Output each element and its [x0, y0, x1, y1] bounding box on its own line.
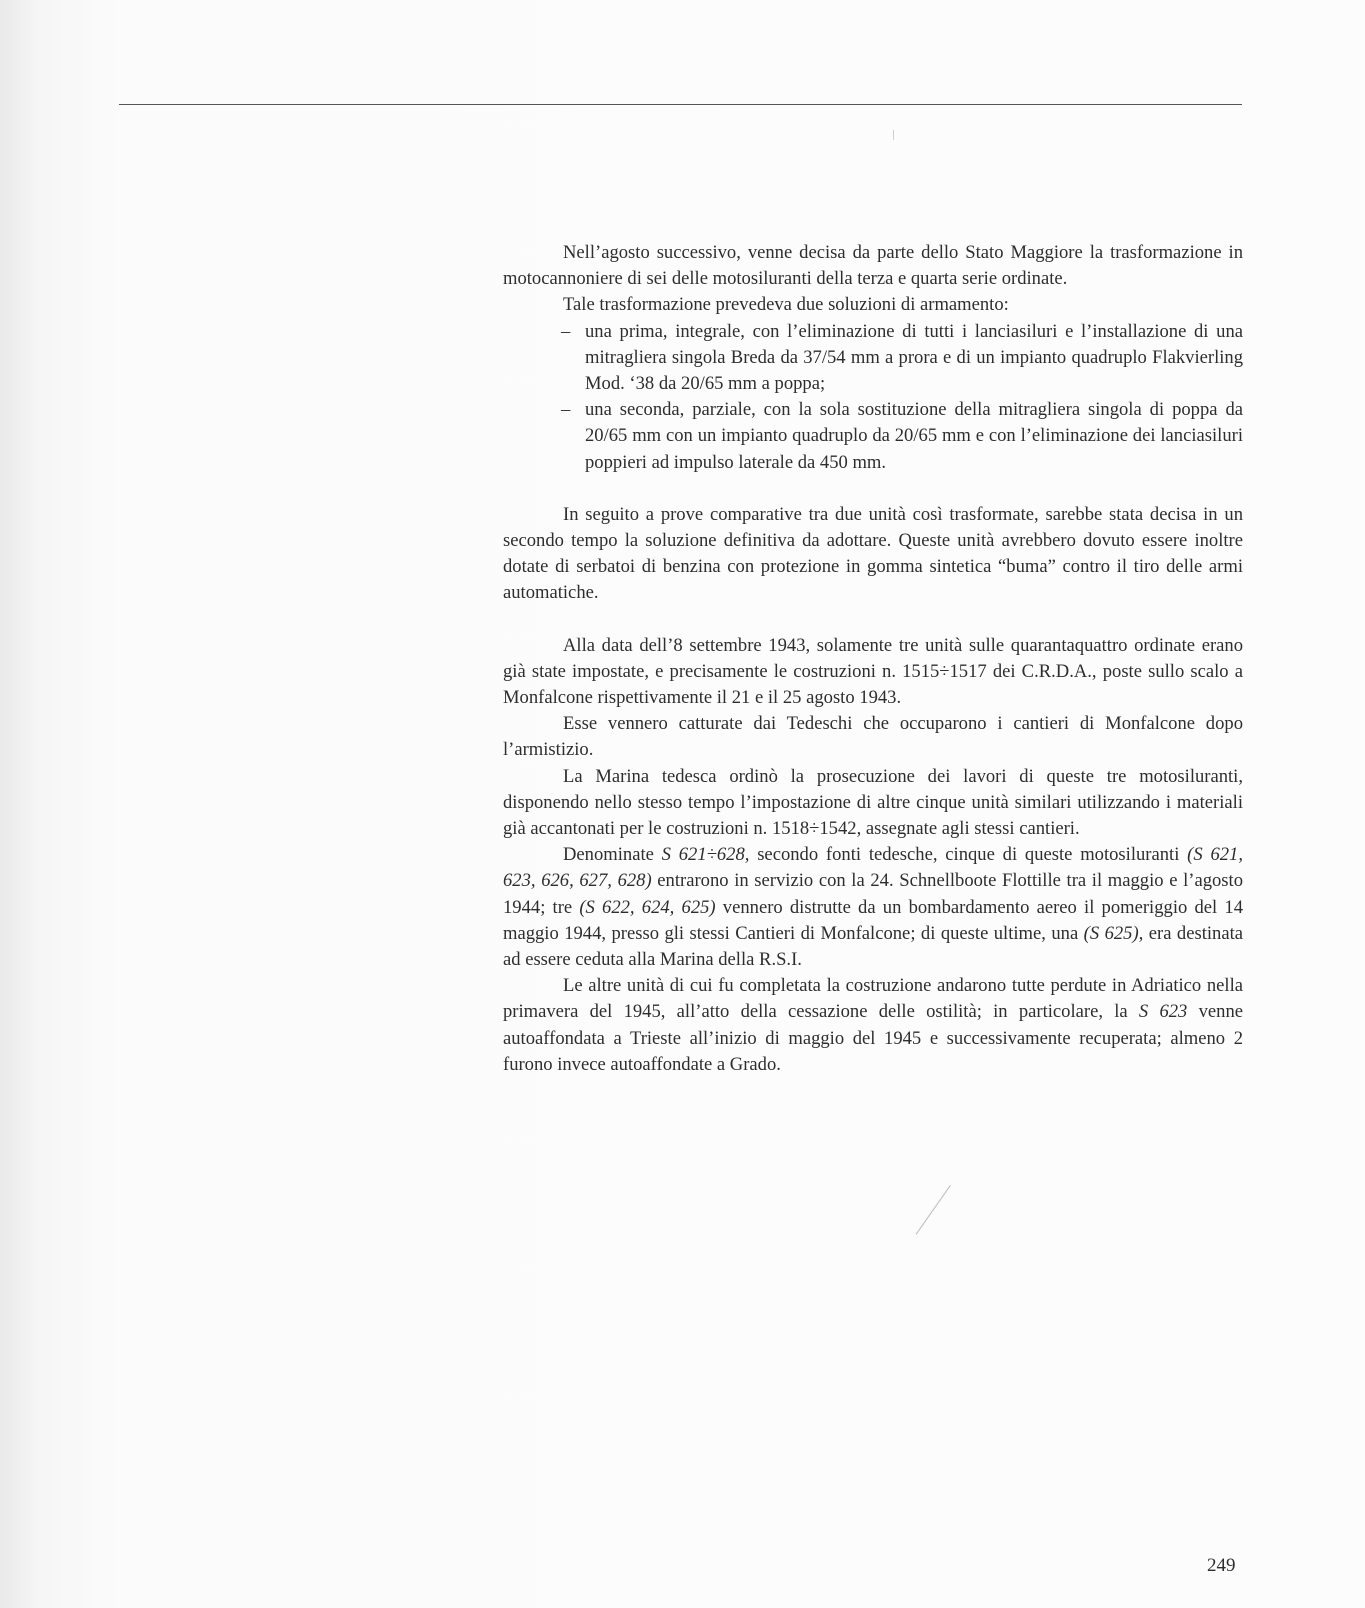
page-number: 249 — [1207, 1555, 1236, 1576]
paragraph-4: Alla data dell’8 settembre 1943, solamente tre unità sulle quarantaquattro ordinate erano già state impostate, e precisamente le costruzioni n. 1515÷1517 dei C.R.D.A., poste sullo scalo a Monfalcone rispettivamente il 21 e il 25 agosto 1943. — [503, 634, 1243, 709]
list-item — [503, 397, 1243, 476]
header-rule — [119, 104, 1242, 105]
paragraph-2: Tale trasformazione prevedeva due soluzioni di armamento: — [563, 294, 1009, 316]
paragraph-8: Le altre unità di cui fu completata la costruzione andarono tutte perdute in Adriatico nella primavera del 1945, all’atto della cessazione delle ostilità; in particolare, la S 623 venne autoaffondata a Trieste all’inizio di maggio del 1945 e successivamente recuperata; almeno 2 furono invece autoaffondate a Grado. — [503, 975, 1244, 1075]
list-dash: – — [561, 320, 571, 342]
paragraph-3: In seguito a prove comparative tra due unità così trasformate, sarebbe stata decisa in un secondo tempo la soluzione definitiva da adottare. Queste unità avrebbero dovuto essere inoltre dotate di serbatoi di benzina con protezione in gomma sintetica “buma” contro il tiro delle armi automatiche. — [503, 503, 1243, 604]
scan-scratch — [916, 1185, 951, 1235]
list-item-text: una prima, integrale, con l’eliminazione di tutti i lanciasiluri e l’installazione di una mitragliera singola Breda da 37/54 mm a prora e di un impianto quadruplo Flakvierling Mod. ‘38 da 20/65 mm a poppa; — [585, 320, 1243, 395]
armament-list — [503, 319, 1243, 476]
list-dash: – — [561, 399, 571, 421]
scan-mark — [893, 130, 894, 140]
paragraph-1: Nell’agosto successivo, venne decisa da parte dello Stato Maggiore la trasformazione in motocannoniere di sei delle motosiluranti della terza e quarta serie ordinate. — [503, 242, 1243, 290]
paragraph-5: Esse vennero catturate dai Tedeschi che occuparono i cantieri di Monfalcone dopo l’armistizio. — [503, 713, 1243, 761]
list-item — [503, 319, 1243, 398]
list-item-text: una seconda, parziale, con la sola sostituzione della mitragliera singola di poppa da 20/65 mm con un impianto quadruplo da 20/65 mm e con l’eliminazione dei lanciasiluri poppieri ad impulso laterale da 450 mm. — [585, 399, 1243, 473]
paragraph-7: Denominate S 621÷628, secondo fonti tedesche, cinque di queste motosiluranti (S 621, 623, 626, 627, 628) entrarono in servizio con la 24. Schnellboote Flottille tra il maggio e l’agosto 1944; tre (S 622, 624, 625) vennero distrutte da un bombardamento aereo il pomeriggio del 14 maggio 1944, presso gli stessi Cantieri di Monfalcone; di queste ultime, una (S 625), era destinata ad essere ceduta alla Marina della R.S.I. — [503, 844, 1243, 971]
paragraph-6: La Marina tedesca ordinò la prosecuzione dei lavori di queste tre motosiluranti, disponendo nello stesso tempo l’impostazione di altre cinque unità similari utilizzando i materiali già accantonati per le costruzioni n. 1518÷1542, assegnate agli stessi cantieri. — [503, 765, 1243, 840]
body-text — [503, 240, 1243, 1078]
